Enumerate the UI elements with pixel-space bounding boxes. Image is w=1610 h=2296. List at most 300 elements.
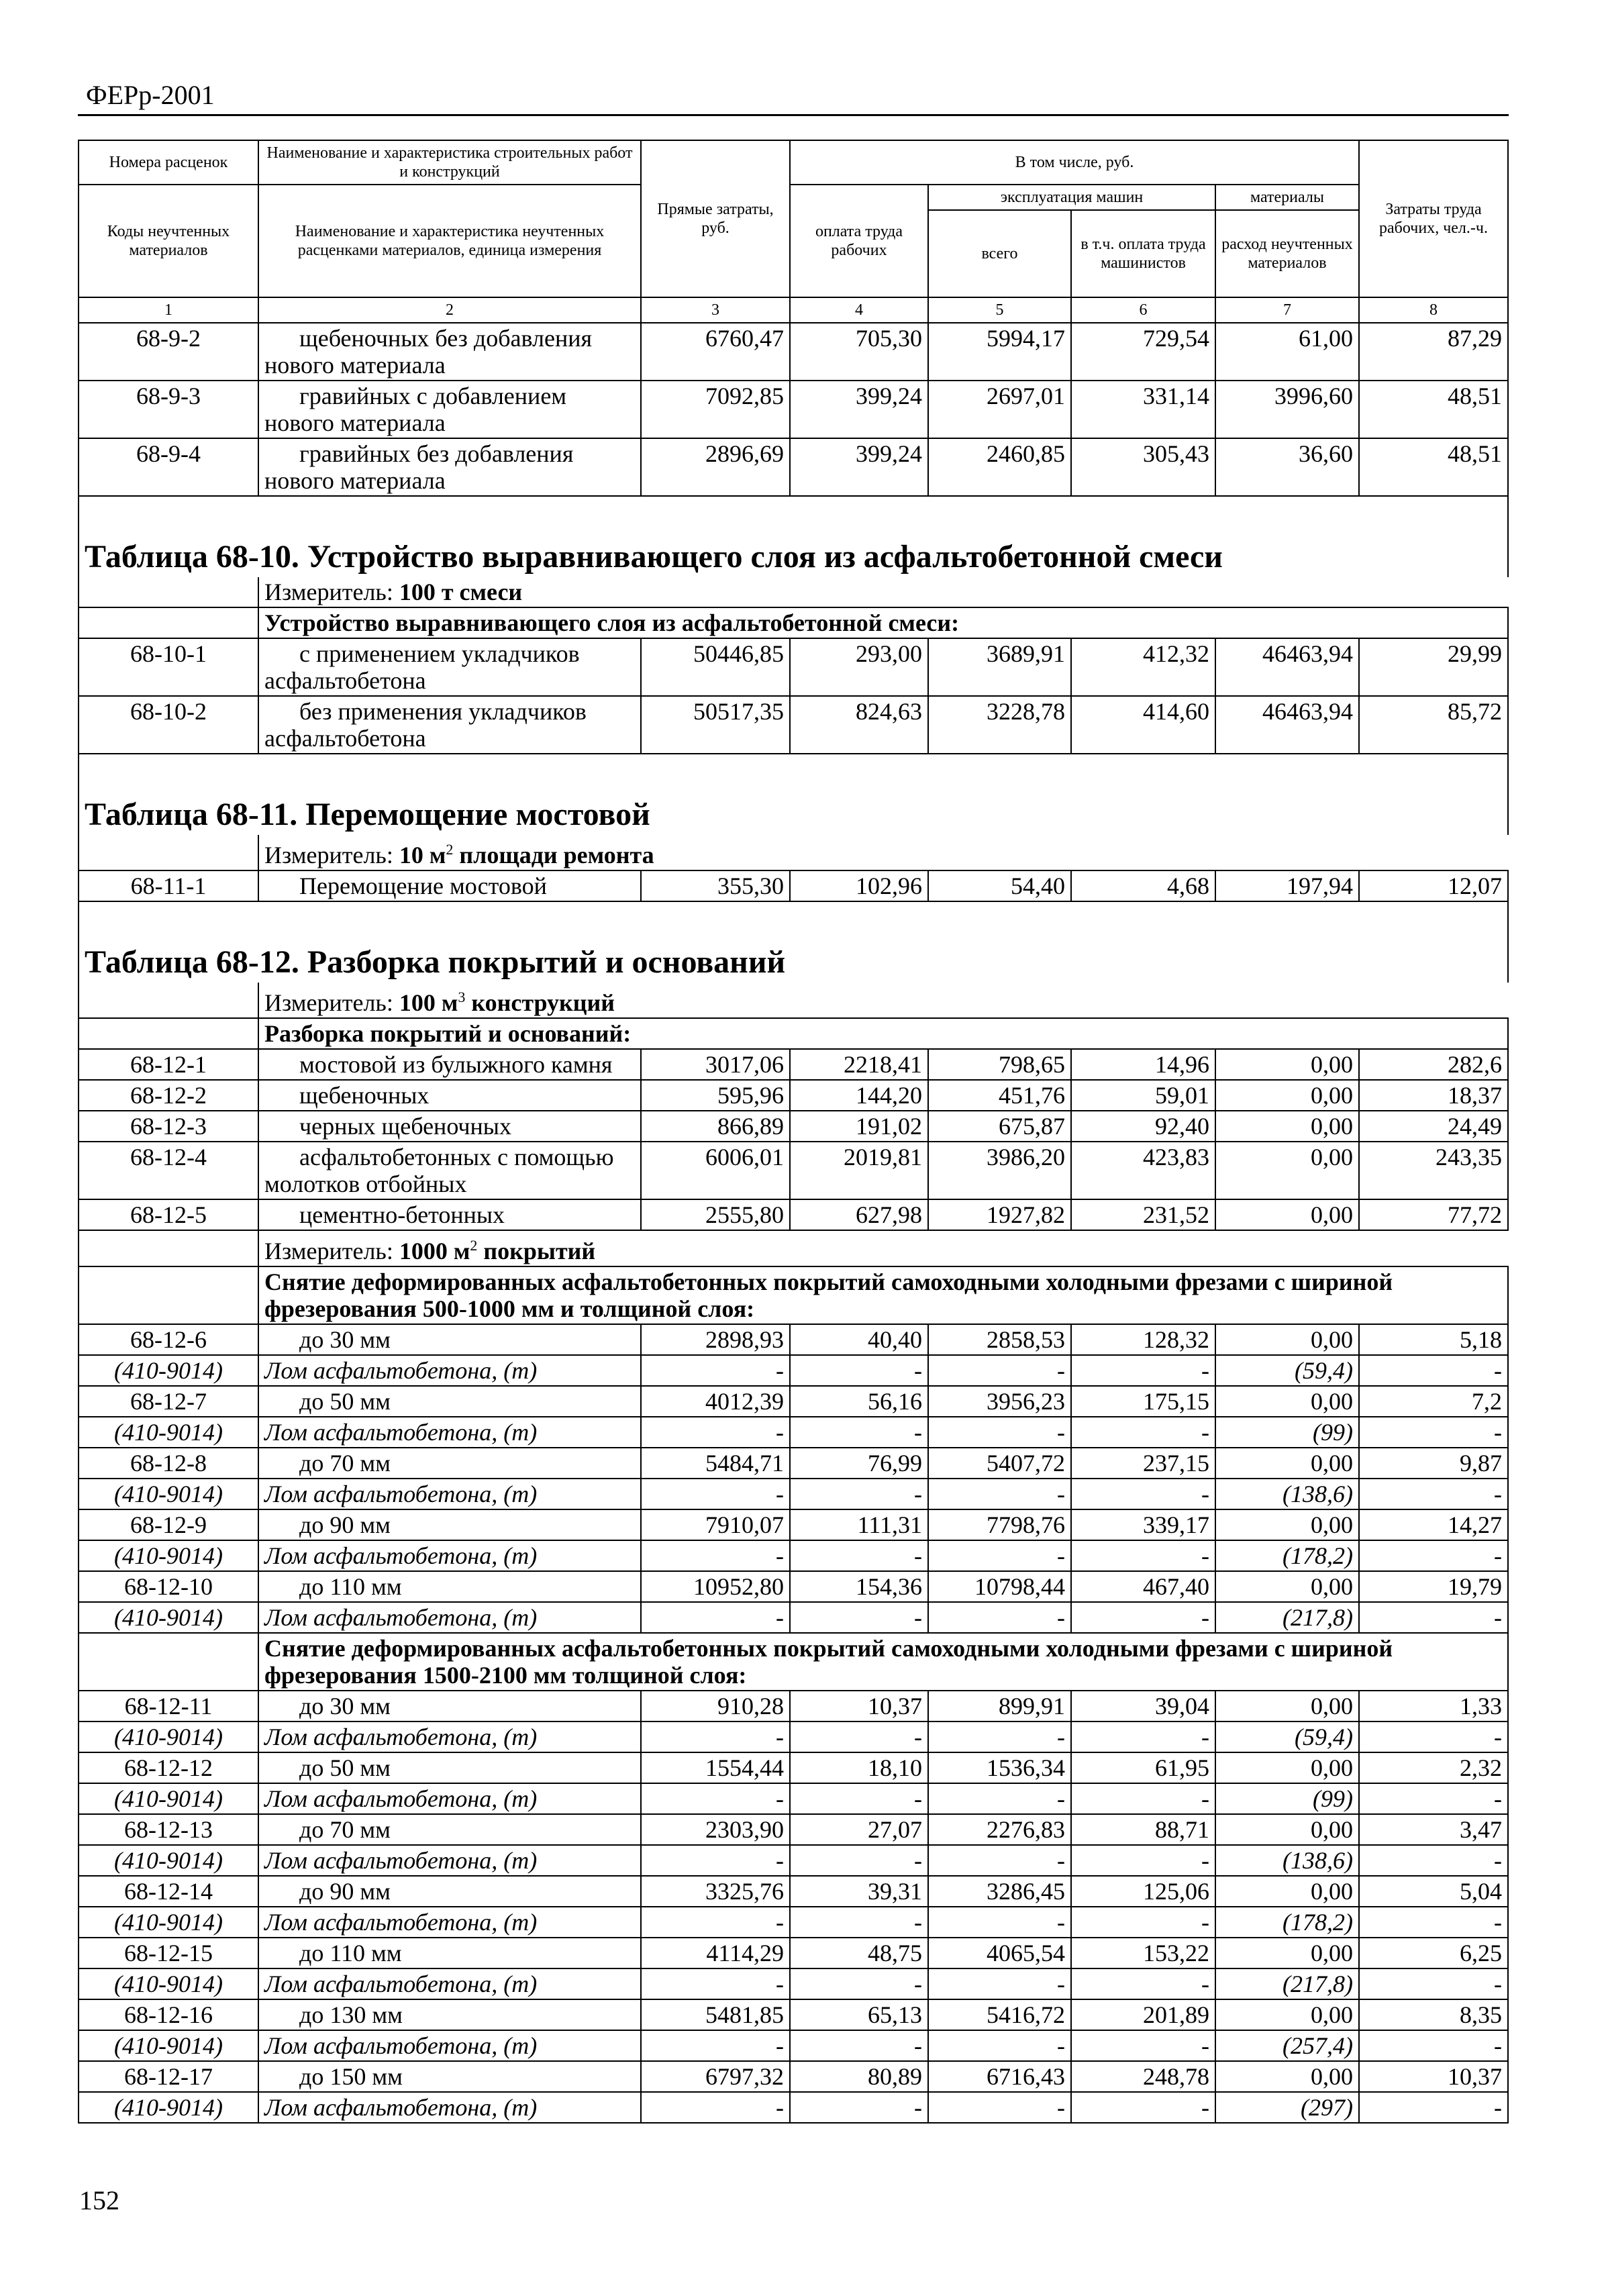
value-v8: 3,47: [1359, 1814, 1508, 1845]
work-name-line1: цементно-бетонных: [299, 1201, 505, 1228]
dash-6: -: [1071, 1355, 1215, 1386]
section-title-cell: [79, 937, 1508, 983]
dash-6: -: [1071, 2030, 1215, 2061]
value-v8: 48,51: [1359, 381, 1508, 438]
table-row: [79, 1448, 1508, 1479]
value-v6: 59,01: [1071, 1080, 1215, 1111]
dash-8: -: [1359, 2030, 1508, 2061]
value-v3: 2555,80: [641, 1199, 790, 1230]
work-name: [258, 381, 641, 438]
value-v3: 7910,07: [641, 1509, 790, 1540]
value-v8: 282,6: [1359, 1049, 1508, 1080]
value-v7: 0,00: [1215, 1386, 1359, 1417]
value-v8: 87,29: [1359, 323, 1508, 381]
spacer-cell: [79, 496, 1508, 532]
material-name: Лом асфальтобетона, (т): [258, 1355, 641, 1386]
value-v8: 1,33: [1359, 1691, 1508, 1721]
value-v4: 48,75: [790, 1938, 928, 1968]
value-v7: 0,00: [1215, 1142, 1359, 1199]
material-quantity: (178,2): [1215, 1540, 1359, 1571]
rate-code: 68-12-5: [79, 1199, 258, 1230]
value-v6: 4,68: [1071, 870, 1215, 901]
value-v4: 111,31: [790, 1509, 928, 1540]
value-v6: 92,40: [1071, 1111, 1215, 1142]
spacer-row: [79, 901, 1508, 937]
rate-code: 68-12-17: [79, 2061, 258, 2092]
measure-value: 1000 м: [399, 1238, 470, 1264]
dash-6: -: [1071, 1417, 1215, 1448]
value-v6: 153,22: [1071, 1938, 1215, 1968]
col-head-wages: оплата труда рабочих: [790, 185, 928, 297]
value-v3: 2898,93: [641, 1324, 790, 1355]
work-name-line1: черных щебеночных: [299, 1113, 511, 1140]
col-head-materials-name: Наименование и характеристика неучтенных расценками материалов, единица измерения: [258, 185, 641, 297]
dash-8: -: [1359, 1479, 1508, 1509]
table-68-12-title: [79, 937, 1508, 983]
work-name: до 130 мм: [258, 1999, 641, 2030]
value-v4: 154,36: [790, 1571, 928, 1602]
dash-4: -: [790, 1540, 928, 1571]
value-v4: 627,98: [790, 1199, 928, 1230]
value-v7: 0,00: [1215, 1080, 1359, 1111]
value-v5: 675,87: [928, 1111, 1071, 1142]
value-v7: 0,00: [1215, 1938, 1359, 1968]
dash-6: -: [1071, 1540, 1215, 1571]
dash-4: -: [790, 1602, 928, 1633]
material-name: Лом асфальтобетона, (т): [258, 1783, 641, 1814]
measure-unit: [258, 1230, 1508, 1266]
table-row: [79, 1049, 1508, 1080]
value-v6: 331,14: [1071, 381, 1215, 438]
work-name-line1: с применением укладчиков: [299, 640, 580, 667]
material-quantity: (138,6): [1215, 1479, 1359, 1509]
work-name: до 50 мм: [258, 1386, 641, 1417]
dash-6: -: [1071, 1968, 1215, 1999]
dash-6: -: [1071, 1845, 1215, 1876]
table-row: [79, 1999, 1508, 2030]
value-v8: 9,87: [1359, 1448, 1508, 1479]
rates-table: [78, 140, 1509, 2124]
rates-table-body: [79, 140, 1508, 2123]
value-v7: 0,00: [1215, 1876, 1359, 1907]
dash-4: -: [790, 1783, 928, 1814]
work-name: до 110 мм: [258, 1571, 641, 1602]
table-row: [79, 1691, 1508, 1721]
material-code: (410-9014): [79, 1417, 258, 1448]
value-v4: 399,24: [790, 438, 928, 496]
dash-4: -: [790, 1355, 928, 1386]
group-caption: Разборка покрытий и оснований:: [258, 1018, 1508, 1049]
value-v7: 0,00: [1215, 1049, 1359, 1080]
value-v4: 705,30: [790, 323, 928, 381]
value-v5: 3956,23: [928, 1386, 1071, 1417]
rate-code: 68-11-1: [79, 870, 258, 901]
material-name: Лом асфальтобетона, (т): [258, 1602, 641, 1633]
value-v3: 595,96: [641, 1080, 790, 1111]
value-v3: 1554,44: [641, 1752, 790, 1783]
value-v8: 7,2: [1359, 1386, 1508, 1417]
measure-row: [79, 1230, 1508, 1266]
dash-5: -: [928, 1845, 1071, 1876]
col-head-codes: Коды неучтенных материалов: [79, 185, 258, 297]
measure-blank: [79, 577, 258, 607]
dash-8: -: [1359, 1355, 1508, 1386]
measure-sup: 2: [470, 1237, 478, 1254]
value-v7: 3996,60: [1215, 381, 1359, 438]
rate-code: 68-12-7: [79, 1386, 258, 1417]
value-v3: 7092,85: [641, 381, 790, 438]
work-name-line1: щебеночных: [299, 1082, 430, 1109]
value-v4: 102,96: [790, 870, 928, 901]
col-head-works: Наименование и характеристика строительных работ и конструкций: [258, 140, 641, 185]
col-head-machines: эксплуатация машин: [928, 185, 1215, 210]
col-num-6: 6: [1071, 297, 1215, 323]
work-name-line1: гравийных без добавления: [299, 440, 574, 467]
material-code: (410-9014): [79, 1907, 258, 1938]
dash-3: -: [641, 1907, 790, 1938]
measure-row: [79, 577, 1508, 607]
work-name-line1: гравийных с добавлением: [299, 383, 567, 409]
group-blank: [79, 607, 258, 638]
spacer-cell: [79, 901, 1508, 937]
work-name: [258, 696, 641, 754]
work-name: до 30 мм: [258, 1691, 641, 1721]
measure-blank: [79, 983, 258, 1018]
work-name: [258, 1199, 641, 1230]
work-name-line2: молотков отбойных: [264, 1170, 467, 1197]
table-68-11-title: [79, 789, 1508, 835]
value-v7: 0,00: [1215, 1814, 1359, 1845]
value-v7: 0,00: [1215, 1199, 1359, 1230]
group-blank: [79, 1018, 258, 1049]
dash-8: -: [1359, 1721, 1508, 1752]
rate-code: 68-10-1: [79, 638, 258, 696]
value-v3: 50446,85: [641, 638, 790, 696]
col-num-3: 3: [641, 297, 790, 323]
material-row: [79, 1968, 1508, 1999]
material-row: [79, 2092, 1508, 2123]
material-code: (410-9014): [79, 1968, 258, 1999]
measure-tail: покрытий: [483, 1238, 596, 1264]
material-name: Лом асфальтобетона, (т): [258, 2030, 641, 2061]
dash-5: -: [928, 1355, 1071, 1386]
dash-8: -: [1359, 1845, 1508, 1876]
rate-code: 68-12-2: [79, 1080, 258, 1111]
value-v5: 1927,82: [928, 1199, 1071, 1230]
work-name-line2: нового материала: [264, 409, 446, 436]
value-v3: 5481,85: [641, 1999, 790, 2030]
value-v5: 2460,85: [928, 438, 1071, 496]
value-v5: 3986,20: [928, 1142, 1071, 1199]
rate-code: 68-12-8: [79, 1448, 258, 1479]
dash-6: -: [1071, 1721, 1215, 1752]
rate-code: 68-9-2: [79, 323, 258, 381]
value-v3: 355,30: [641, 870, 790, 901]
dash-8: -: [1359, 1783, 1508, 1814]
dash-4: -: [790, 1845, 928, 1876]
measure-unit: [258, 577, 1508, 607]
table-row: [79, 870, 1508, 901]
measure-sup: 3: [458, 989, 466, 1005]
section-title: Таблица 68-10. Устройство выравнивающего слоя из асфальтобетонной смеси: [85, 539, 1223, 575]
measure-value: 10 м: [399, 842, 446, 868]
value-v4: 10,37: [790, 1691, 928, 1721]
material-quantity: (217,8): [1215, 1968, 1359, 1999]
value-v4: 144,20: [790, 1080, 928, 1111]
value-v4: 191,02: [790, 1111, 928, 1142]
material-row: [79, 1479, 1508, 1509]
work-name: до 90 мм: [258, 1509, 641, 1540]
value-v4: 76,99: [790, 1448, 928, 1479]
value-v8: 12,07: [1359, 870, 1508, 901]
dash-3: -: [641, 1721, 790, 1752]
material-row: [79, 1417, 1508, 1448]
value-v6: 201,89: [1071, 1999, 1215, 2030]
value-v4: 80,89: [790, 2061, 928, 2092]
dash-4: -: [790, 2030, 928, 2061]
dash-5: -: [928, 2030, 1071, 2061]
work-name-line1: Перемощение мостовой: [299, 872, 547, 899]
value-v6: 423,83: [1071, 1142, 1215, 1199]
value-v3: 2303,90: [641, 1814, 790, 1845]
dash-4: -: [790, 1907, 928, 1938]
material-quantity: (217,8): [1215, 1602, 1359, 1633]
col-num-7: 7: [1215, 297, 1359, 323]
section-title: Таблица 68-12. Разборка покрытий и оснований: [85, 944, 786, 980]
rate-code: 68-12-10: [79, 1571, 258, 1602]
table-row: [79, 1386, 1508, 1417]
dash-3: -: [641, 1540, 790, 1571]
material-code: (410-9014): [79, 1721, 258, 1752]
group-row: [79, 1018, 1508, 1049]
dash-5: -: [928, 2092, 1071, 2123]
dash-8: -: [1359, 2092, 1508, 2123]
value-v3: 5484,71: [641, 1448, 790, 1479]
value-v5: 4065,54: [928, 1938, 1071, 1968]
rate-code: 68-12-4: [79, 1142, 258, 1199]
material-name: Лом асфальтобетона, (т): [258, 1968, 641, 1999]
value-v8: 19,79: [1359, 1571, 1508, 1602]
value-v3: 3017,06: [641, 1049, 790, 1080]
group-caption: Снятие деформированных асфальтобетонных покрытий самоходными холодными фрезами с шириной фрезерования 1500-2100 мм толщиной слоя:: [258, 1633, 1508, 1691]
material-row: [79, 1721, 1508, 1752]
value-v3: 910,28: [641, 1691, 790, 1721]
dash-8: -: [1359, 1968, 1508, 1999]
value-v6: 39,04: [1071, 1691, 1215, 1721]
work-name: [258, 1049, 641, 1080]
col-num-4: 4: [790, 297, 928, 323]
measure-value: 100 т смеси: [399, 579, 523, 605]
work-name-line1: щебеночных без добавления: [299, 325, 593, 352]
work-name: [258, 1111, 641, 1142]
value-v8: 5,04: [1359, 1876, 1508, 1907]
dash-5: -: [928, 1907, 1071, 1938]
measure-row: [79, 835, 1508, 870]
value-v3: 6760,47: [641, 323, 790, 381]
value-v8: 29,99: [1359, 638, 1508, 696]
spacer-cell: [79, 754, 1508, 789]
material-name: Лом асфальтобетона, (т): [258, 1540, 641, 1571]
table-68-10-title: [79, 532, 1508, 577]
table-row: [79, 1938, 1508, 1968]
col-head-operators: в т.ч. оплата труда машинистов: [1071, 210, 1215, 297]
value-v5: 798,65: [928, 1049, 1071, 1080]
dash-3: -: [641, 1845, 790, 1876]
spacer-row: [79, 496, 1508, 532]
dash-8: -: [1359, 1417, 1508, 1448]
value-v4: 27,07: [790, 1814, 928, 1845]
value-v8: 243,35: [1359, 1142, 1508, 1199]
value-v8: 77,72: [1359, 1199, 1508, 1230]
dash-3: -: [641, 1602, 790, 1633]
value-v7: 0,00: [1215, 1571, 1359, 1602]
material-quantity: (99): [1215, 1417, 1359, 1448]
value-v6: 729,54: [1071, 323, 1215, 381]
work-name: [258, 870, 641, 901]
group-caption: Снятие деформированных асфальтобетонных покрытий самоходными холодными фрезами с шириной фрезерования 500-1000 мм и толщиной слоя:: [258, 1266, 1508, 1324]
rate-code: 68-12-15: [79, 1938, 258, 1968]
value-v7: 0,00: [1215, 1752, 1359, 1783]
table-row: [79, 1199, 1508, 1230]
table-row: [79, 1752, 1508, 1783]
table-row: [79, 696, 1508, 754]
value-v7: 0,00: [1215, 2061, 1359, 2092]
measure-label: Измеритель:: [264, 842, 393, 868]
material-code: (410-9014): [79, 1845, 258, 1876]
rate-code: 68-12-6: [79, 1324, 258, 1355]
value-v8: 6,25: [1359, 1938, 1508, 1968]
page-header: ФЕРр-2001: [86, 80, 215, 110]
material-name: Лом асфальтобетона, (т): [258, 2092, 641, 2123]
measure-value: 100 м: [399, 989, 458, 1016]
table-row: [79, 1814, 1508, 1845]
value-v7: 0,00: [1215, 1324, 1359, 1355]
table-row: [79, 1571, 1508, 1602]
measure-blank: [79, 835, 258, 870]
spacer-row: [79, 754, 1508, 789]
value-v3: 6797,32: [641, 2061, 790, 2092]
material-code: (410-9014): [79, 1479, 258, 1509]
value-v3: 4012,39: [641, 1386, 790, 1417]
value-v8: 85,72: [1359, 696, 1508, 754]
group-row: [79, 607, 1508, 638]
value-v7: 0,00: [1215, 1691, 1359, 1721]
material-name: Лом асфальтобетона, (т): [258, 1845, 641, 1876]
value-v7: 0,00: [1215, 1999, 1359, 2030]
material-name: Лом асфальтобетона, (т): [258, 1417, 641, 1448]
work-name: [258, 1080, 641, 1111]
value-v6: 414,60: [1071, 696, 1215, 754]
table-row: [79, 1509, 1508, 1540]
work-name: до 50 мм: [258, 1752, 641, 1783]
dash-5: -: [928, 1721, 1071, 1752]
value-v5: 5994,17: [928, 323, 1071, 381]
group-caption: Устройство выравнивающего слоя из асфальтобетонной смеси:: [258, 607, 1508, 638]
work-name: [258, 638, 641, 696]
value-v3: 50517,35: [641, 696, 790, 754]
measure-unit: [258, 983, 1508, 1018]
value-v6: 61,95: [1071, 1752, 1215, 1783]
header-rule: [78, 114, 1509, 116]
value-v4: 40,40: [790, 1324, 928, 1355]
work-name: [258, 438, 641, 496]
value-v8: 8,35: [1359, 1999, 1508, 2030]
measure-tail: площади ремонта: [459, 842, 654, 868]
work-name: до 90 мм: [258, 1876, 641, 1907]
material-row: [79, 2030, 1508, 2061]
value-v8: 14,27: [1359, 1509, 1508, 1540]
value-v6: 14,96: [1071, 1049, 1215, 1080]
material-row: [79, 1355, 1508, 1386]
dash-5: -: [928, 1968, 1071, 1999]
value-v6: 175,15: [1071, 1386, 1215, 1417]
col-num-2: 2: [258, 297, 641, 323]
table-row: [79, 1080, 1508, 1111]
dash-3: -: [641, 1968, 790, 1999]
work-name: [258, 323, 641, 381]
material-row: [79, 1602, 1508, 1633]
col-head-consumption: расход неучтенных материалов: [1215, 210, 1359, 297]
value-v4: 2019,81: [790, 1142, 928, 1199]
dash-4: -: [790, 1479, 928, 1509]
material-quantity: (59,4): [1215, 1355, 1359, 1386]
measure-row: [79, 983, 1508, 1018]
material-name: Лом асфальтобетона, (т): [258, 1907, 641, 1938]
work-name-line1: мостовой из булыжного камня: [299, 1051, 613, 1078]
value-v7: 46463,94: [1215, 638, 1359, 696]
work-name: до 70 мм: [258, 1814, 641, 1845]
dash-5: -: [928, 1602, 1071, 1633]
value-v5: 6716,43: [928, 2061, 1071, 2092]
material-row: [79, 1783, 1508, 1814]
col-num-1: 1: [79, 297, 258, 323]
dash-6: -: [1071, 2092, 1215, 2123]
col-head-including: В том числе, руб.: [790, 140, 1359, 185]
value-v6: 412,32: [1071, 638, 1215, 696]
group-row: [79, 1633, 1508, 1691]
material-code: (410-9014): [79, 1602, 258, 1633]
value-v5: 2697,01: [928, 381, 1071, 438]
col-num-8: 8: [1359, 297, 1508, 323]
dash-8: -: [1359, 1907, 1508, 1938]
value-v4: 399,24: [790, 381, 928, 438]
material-quantity: (257,4): [1215, 2030, 1359, 2061]
value-v6: 231,52: [1071, 1199, 1215, 1230]
value-v7: 0,00: [1215, 1509, 1359, 1540]
value-v7: 0,00: [1215, 1111, 1359, 1142]
value-v5: 899,91: [928, 1691, 1071, 1721]
section-title-cell: [79, 532, 1508, 577]
dash-4: -: [790, 1721, 928, 1752]
value-v8: 10,37: [1359, 2061, 1508, 2092]
table-row: [79, 323, 1508, 381]
dash-6: -: [1071, 1783, 1215, 1814]
measure-label: Измеритель:: [264, 1238, 393, 1264]
value-v4: 39,31: [790, 1876, 928, 1907]
col-head-labor: Затраты труда рабочих, чел.-ч.: [1359, 140, 1508, 297]
material-quantity: (138,6): [1215, 1845, 1359, 1876]
dash-5: -: [928, 1417, 1071, 1448]
dash-6: -: [1071, 1479, 1215, 1509]
rate-code: 68-12-3: [79, 1111, 258, 1142]
value-v6: 128,32: [1071, 1324, 1215, 1355]
table-row: [79, 1324, 1508, 1355]
group-row: [79, 1266, 1508, 1324]
value-v5: 7798,76: [928, 1509, 1071, 1540]
value-v4: 824,63: [790, 696, 928, 754]
rate-code: 68-12-16: [79, 1999, 258, 2030]
measure-blank: [79, 1230, 258, 1266]
